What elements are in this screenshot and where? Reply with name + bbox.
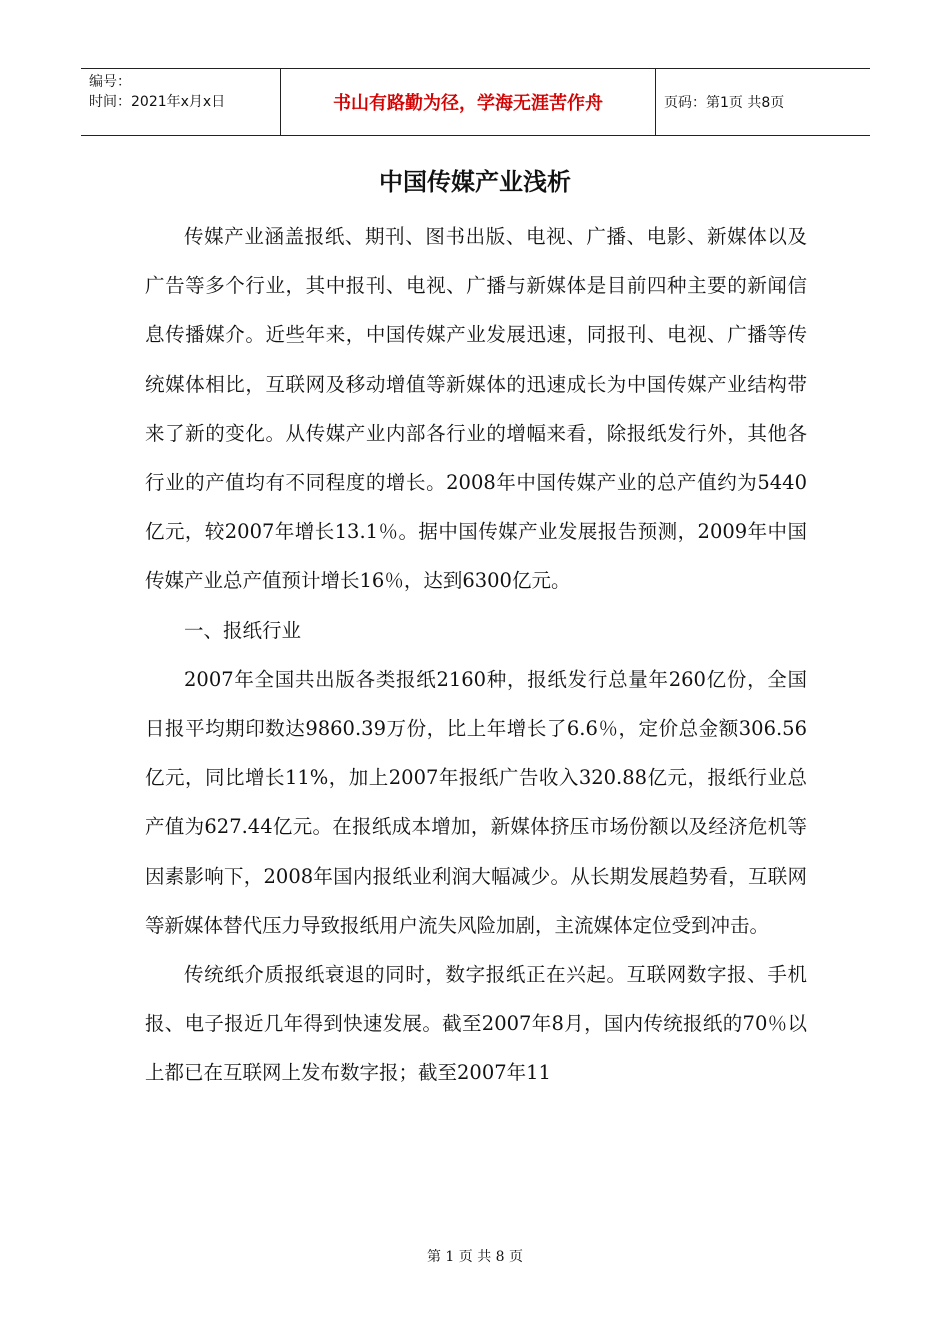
paragraph-digital-newspaper: 传统纸介质报纸衰退的同时，数字报纸正在兴起。互联网数字报、手机报、电子报近几年得到快速发展。截至2007年8月，国内传统报纸的70％以上都已在互联网上发布数字报；截至2007年11 — [145, 963, 807, 1085]
time-label: 时间：2021年x月x日 — [89, 94, 226, 110]
header-table — [81, 68, 870, 136]
document-title: 中国传媒产业浅析 — [379, 168, 571, 196]
page-footer: 第 1 页 共 8 页 — [426, 1249, 524, 1265]
paragraph-newspaper-stats: 2007年全国共出版各类报纸2160种，报纸发行总量年260亿份，全国日报平均期印数达9860.39万份，比上年增长了6.6％，定价总金额306.56 亿元，同比增长11%，加上2007年报纸广告收入320.88亿元，报纸行业总产值为627.44亿元。在报纸成本增加，新媒体挤压市场份额以及经济危机等因素影响下，2008年国内报纸业利润大幅减少。从长期发展趋势看，互联网等新媒体替代压力导致报纸用户流失风险加剧，主流媒体定位受到冲击。 — [145, 667, 807, 937]
section-heading-newspaper: 一、报纸行业 — [184, 618, 302, 642]
header-motto: 书山有路勤为径，学海无涯苦作舟 — [281, 69, 656, 135]
header-page-info: 页码：第1页 共8页 — [664, 95, 785, 111]
document-body — [145, 212, 807, 1098]
serial-label: 编号： — [89, 74, 131, 90]
paragraph-intro: 传媒产业涵盖报纸、期刊、图书出版、电视、广播、电影、新媒体以及广告等多个行业，其中报刊、电视、广播与新媒体是目前四种主要的新闻信息传播媒介。近些年来，中国传媒产业发展迅速，同报刊、电视、广播等传统媒体相比，互联网及移动增值等新媒体的迅速成长为中国传媒产业结构带来了新的变化。从传媒产业内部各行业的增幅来看，除报纸发行外，其他各行业的产值均有不同程度的增长。2008年中国传媒产业的总产值约为5440亿元，较2007年增长13.1％。据中国传媒产业发展报告预测，2009年中国传媒产业总产值预计增长16％，达到6300亿元。 — [145, 225, 807, 593]
header-meta-cell — [81, 69, 281, 135]
